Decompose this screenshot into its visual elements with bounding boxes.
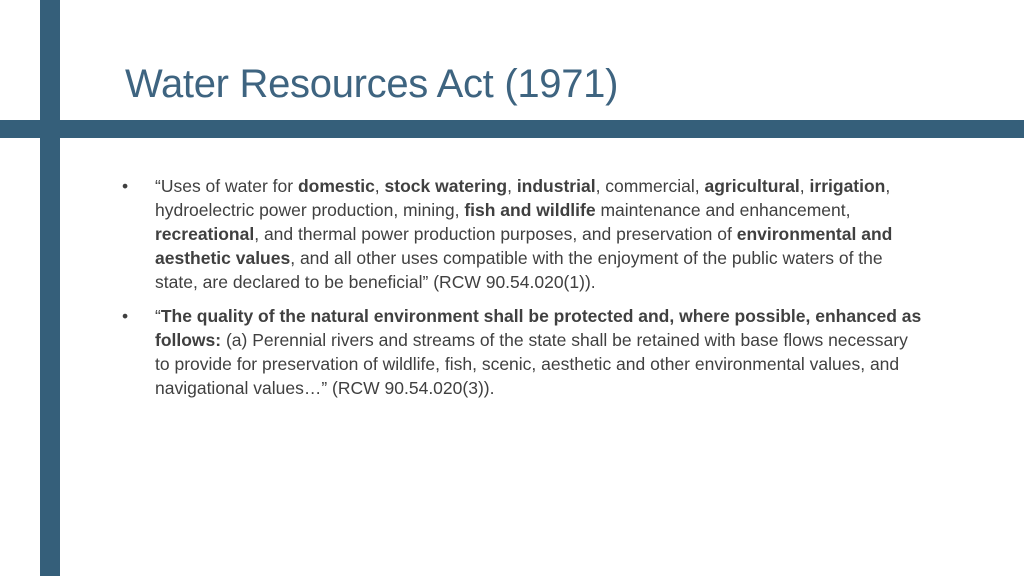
- body-text: , and thermal power production purposes, and preservation of: [254, 224, 737, 244]
- emphasis-text: irrigation: [809, 176, 886, 196]
- body-text: ,: [374, 176, 385, 196]
- body-text: “Uses of water for: [155, 176, 298, 196]
- emphasis-text: domestic: [297, 176, 375, 196]
- emphasis-text: The quality of the natural environment shall be protected and, where possible, enhanced as follows:: [155, 306, 922, 350]
- bullet-dot: •: [122, 176, 129, 196]
- bullet-item-quality: [0, 304, 1024, 400]
- bullet-text: [155, 304, 925, 400]
- body-text: , commercial,: [595, 176, 705, 196]
- bullet-text: [155, 174, 925, 294]
- emphasis-text: recreational: [155, 224, 255, 244]
- emphasis-text: industrial: [516, 176, 596, 196]
- slide-body: [0, 174, 1024, 400]
- body-text: , and all other uses compatible with the enjoyment of the public waters of the state, are declared to be beneficial” (RCW 90.54.020(1)).: [155, 248, 883, 292]
- body-text: , hydroelectric power production, mining,: [155, 176, 891, 220]
- body-text: (a) Perennial rivers and streams of the state shall be retained with base flows necessary to provide for preservation of wildlife, fish, scenic, aesthetic and other environmental values, and navigational values…” (RCW 90.54.020(3)).: [155, 330, 908, 398]
- body-text: ,: [799, 176, 810, 196]
- emphasis-text: agricultural: [704, 176, 800, 196]
- slide-title: Water Resources Act (1971): [125, 62, 619, 106]
- accent-bar-horizontal: [0, 120, 1024, 138]
- body-text: “: [155, 306, 161, 326]
- body-text: maintenance and enhancement,: [595, 200, 851, 220]
- bullet-dot: •: [122, 306, 129, 326]
- bullet-item-uses: [0, 174, 1024, 294]
- emphasis-text: environmental and aesthetic values: [155, 224, 893, 268]
- emphasis-text: stock watering: [384, 176, 508, 196]
- body-text: ,: [507, 176, 517, 196]
- emphasis-text: fish and wildlife: [464, 200, 596, 220]
